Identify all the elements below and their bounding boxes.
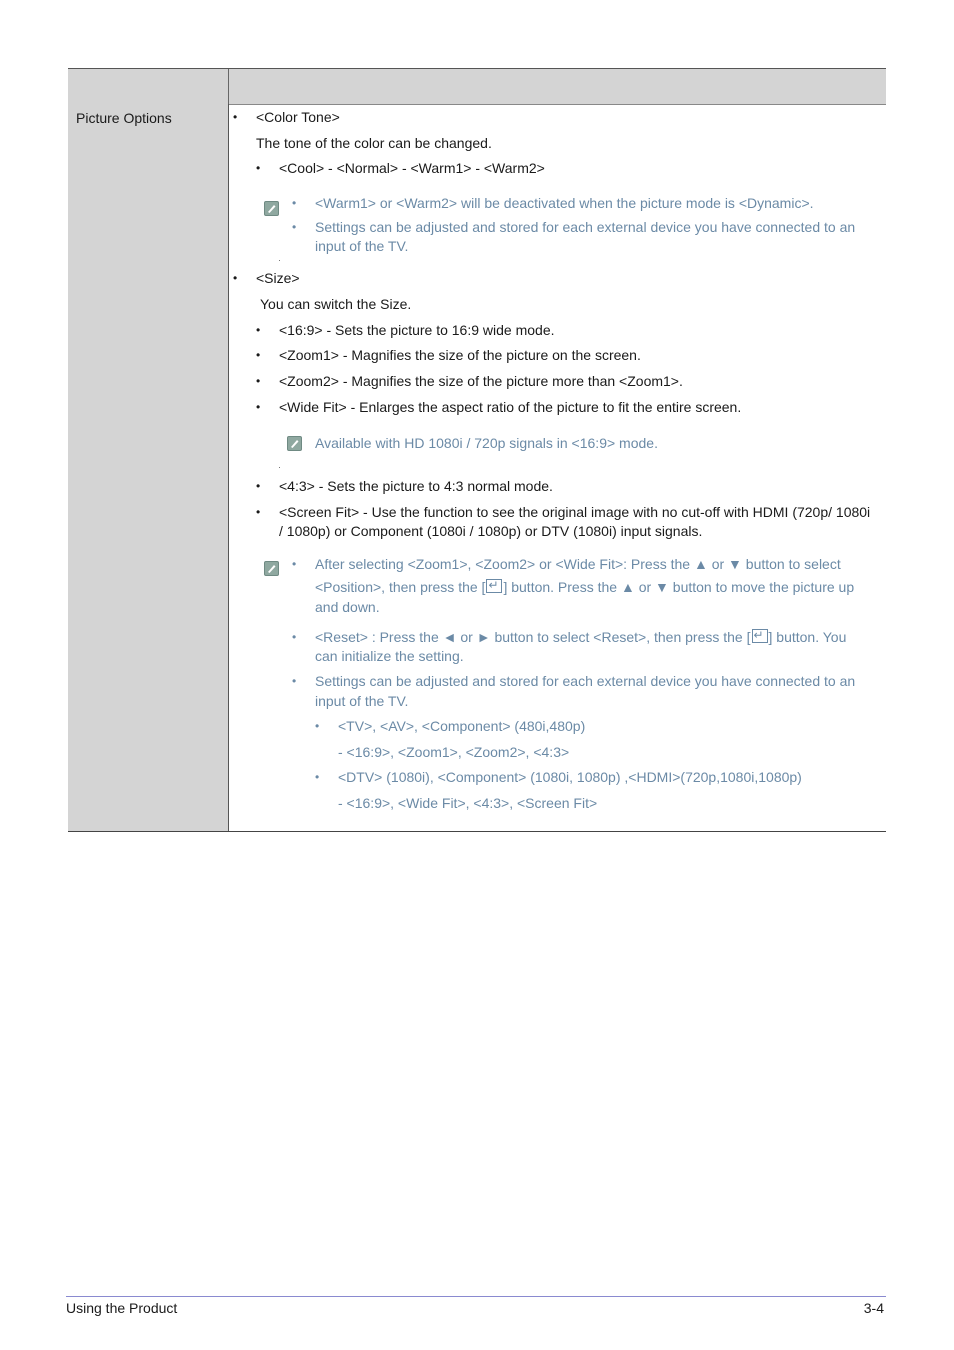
note-position-line1: After selecting <Zoom1>, <Zoom2> or <Wide Fit>: Press the ▲ or ▼ button to select bbox=[315, 556, 841, 572]
size-title: <Size> bbox=[256, 270, 300, 286]
color-tone-title: <Color Tone> bbox=[256, 109, 340, 125]
bullet-icon: • bbox=[256, 348, 261, 362]
note-position-line2a: <Position>, then press the [ bbox=[315, 579, 486, 595]
note-reset-line2: can initialize the setting. bbox=[315, 648, 464, 664]
bullet-icon: • bbox=[256, 400, 261, 414]
note-icon bbox=[287, 436, 302, 451]
note-reset-line1a: <Reset> : Press the ◄ or ► button to select <Reset>, then press the [ bbox=[315, 629, 751, 645]
divider-dot bbox=[279, 260, 280, 261]
note-bullet-icon: • bbox=[292, 674, 297, 688]
bullet-icon: • bbox=[256, 479, 261, 493]
bullet-icon: • bbox=[233, 271, 238, 285]
enter-button-icon bbox=[752, 629, 768, 643]
note-warm-deactivated: <Warm1> or <Warm2> will be deactivated when the picture mode is <Dynamic>. bbox=[315, 195, 814, 211]
divider-dot bbox=[279, 467, 280, 468]
size-item-zoom2: <Zoom2> - Magnifies the size of the picture more than <Zoom1>. bbox=[279, 373, 683, 389]
note-settings-stored: Settings can be adjusted and stored for each external device you have connected to an bbox=[315, 219, 856, 235]
note-sub-tv-av-component: <TV>, <AV>, <Component> (480i,480p) bbox=[338, 718, 586, 734]
size-item-16-9: <16:9> - Sets the picture to 16:9 wide mode. bbox=[279, 322, 555, 338]
note-sub-tv-av-component-modes: - <16:9>, <Zoom1>, <Zoom2>, <4:3> bbox=[338, 744, 570, 760]
note-settings-stored-cont: input of the TV. bbox=[315, 238, 409, 254]
color-tone-options: <Cool> - <Normal> - <Warm1> - <Warm2> bbox=[279, 160, 545, 176]
note-reset-line1 bbox=[315, 627, 846, 647]
color-tone-desc: The tone of the color can be changed. bbox=[256, 135, 492, 151]
menu-name: Picture Options bbox=[76, 110, 172, 126]
size-item-screen-fit: <Screen Fit> - Use the function to see the original image with no cut-off with HDMI (720p/ 1080i bbox=[279, 504, 871, 520]
note-reset-line1b: ] button. You bbox=[768, 629, 847, 645]
size-item-wide-fit: <Wide Fit> - Enlarges the aspect ratio of the picture to fit the entire screen. bbox=[279, 399, 742, 415]
bullet-icon: • bbox=[256, 505, 261, 519]
menu-column bbox=[68, 104, 229, 831]
note-icon bbox=[264, 201, 279, 216]
size-item-screen-fit-cont: / 1080p) or Component (1080i / 1080p) or DTV (1080i) input signals. bbox=[279, 523, 703, 539]
note-position-line2b: ] button. Press the ▲ or ▼ button to move the picture up bbox=[503, 579, 855, 595]
note-settings-line2: input of the TV. bbox=[315, 693, 409, 709]
note-bullet-icon: • bbox=[292, 220, 297, 234]
bullet-icon: • bbox=[256, 374, 261, 388]
footer-page-number: 3-4 bbox=[863, 1300, 884, 1316]
note-bullet-icon: • bbox=[315, 770, 320, 784]
size-desc: You can switch the Size. bbox=[260, 296, 412, 312]
note-bullet-icon: • bbox=[292, 196, 297, 210]
size-item-zoom1: <Zoom1> - Magnifies the size of the picture on the screen. bbox=[279, 347, 641, 363]
note-bullet-icon: • bbox=[315, 719, 320, 733]
note-sub-dtv-component-hdmi: <DTV> (1080i), <Component> (1080i, 1080p) ,<HDMI>(720p,1080i,1080p) bbox=[338, 769, 802, 785]
enter-button-icon bbox=[486, 579, 502, 593]
note-settings-line1: Settings can be adjusted and stored for each external device you have connected to an bbox=[315, 673, 856, 689]
note-position-line3: and down. bbox=[315, 599, 380, 615]
table-header-menu-cell bbox=[68, 69, 229, 104]
table-header bbox=[68, 69, 886, 105]
footer-divider bbox=[66, 1296, 886, 1297]
note-bullet-icon: • bbox=[292, 557, 297, 571]
bullet-icon: • bbox=[233, 110, 238, 124]
bullet-icon: • bbox=[256, 161, 261, 175]
bullet-icon: • bbox=[256, 323, 261, 337]
note-bullet-icon: • bbox=[292, 630, 297, 644]
note-icon bbox=[264, 561, 279, 576]
note-sub-dtv-component-hdmi-modes: - <16:9>, <Wide Fit>, <4:3>, <Screen Fit> bbox=[338, 795, 598, 811]
note-wide-fit-availability: Available with HD 1080i / 720p signals in <16:9> mode. bbox=[315, 435, 658, 451]
note-position-line2 bbox=[315, 577, 854, 597]
footer-section-title: Using the Product bbox=[66, 1300, 178, 1316]
size-item-4-3: <4:3> - Sets the picture to 4:3 normal mode. bbox=[279, 478, 553, 494]
